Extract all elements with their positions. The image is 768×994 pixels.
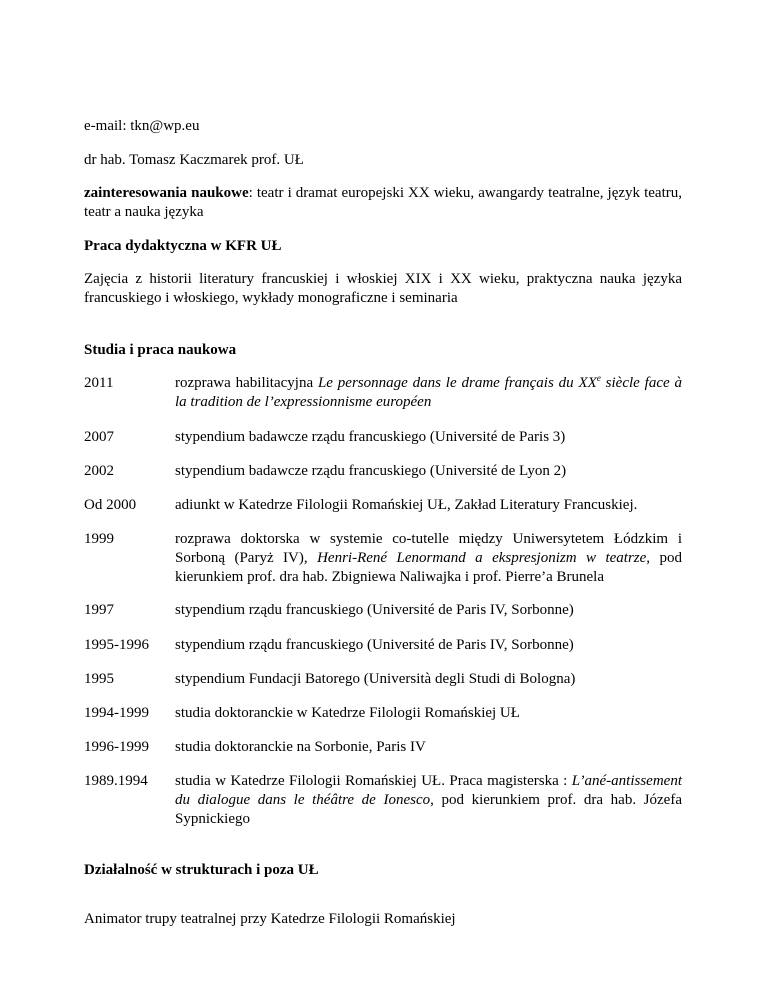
interests-text: : teatr i dramat europejski XX wieku, awangardy teatralne, język teatru, teatr a nauka języka: [84, 185, 682, 220]
studies-year: 1995: [84, 671, 114, 687]
work-title: Le personnage dans le drame français du XXe siècle face à la tradition de l’expressionnisme européen: [175, 373, 682, 410]
studies-year: 1996-1999: [84, 739, 149, 755]
studies-year: 1994-1999: [84, 705, 149, 721]
email-line: e-mail: tkn@wp.eu: [84, 118, 200, 134]
studies-year: 1995-1996: [84, 637, 149, 653]
studies-year: 2002: [84, 463, 114, 479]
studies-description: adiunkt w Katedrze Filologii Romańskiej UŁ, Zakład Literatury Francuskiej.: [175, 497, 638, 513]
interests-label: zainteresowania naukowe: [84, 185, 249, 201]
studies-description: rozprawa doktorska w systemie co-tutelle między Uniwersytetem Łódzkim i Sorboną (Paryż IV), Henri-René Lenormand a ekspresjonizm w teatrze, pod kierunkiem prof. dra hab. Zbigniewa Naliwajka i prof. Pierre’a Brunela: [175, 531, 683, 585]
studies-description: stypendium rządu francuskiego (Université de Paris IV, Sorbonne): [175, 637, 574, 653]
studies-year: 1997: [84, 602, 114, 618]
studies-description: stypendium badawcze rządu francuskiego (Université de Paris 3): [175, 429, 566, 445]
studies-year: Od 2000: [84, 497, 137, 513]
activity-paragraph: Animator trupy teatralnej przy Katedrze Filologii Romańskiej: [84, 911, 456, 927]
activity-heading: Działalność w strukturach i poza UŁ: [84, 862, 319, 878]
studies-year: 1989.1994: [84, 773, 148, 789]
studies-description: rozprawa habilitacyjna Le personnage dans le drame français du XXe siècle face à la tradition de l’expressionnisme européen: [175, 373, 682, 410]
teaching-paragraph: Zajęcia z historii literatury francuskiej i włoskiej XIX i XX wieku, praktyczna nauka języka francuskiego i włoskiego, wykłady monograficzne i seminaria: [84, 271, 682, 306]
studies-description: stypendium Fundacji Batorego (Università degli Studi di Bologna): [175, 671, 576, 687]
studies-description: studia doktoranckie w Katedrze Filologii Romańskiej UŁ: [175, 705, 520, 721]
work-title: Henri-René Lenormand a ekspresjonizm w teatrze: [317, 550, 647, 566]
studies-description: stypendium badawcze rządu francuskiego (Université de Lyon 2): [175, 463, 567, 479]
teaching-heading: Praca dydaktyczna w KFR UŁ: [84, 238, 282, 254]
work-title: L’ané-antissement du dialogue dans le théâtre de Ionesco: [175, 773, 682, 808]
studies-year: 2011: [84, 375, 114, 391]
name-line: dr hab. Tomasz Kaczmarek prof. UŁ: [84, 152, 304, 168]
studies-description: stypendium rządu francuskiego (Université de Paris IV, Sorbonne): [175, 602, 574, 618]
studies-year: 2007: [84, 429, 114, 445]
studies-heading: Studia i praca naukowa: [84, 342, 237, 358]
studies-description: studia w Katedrze Filologii Romańskiej UŁ. Praca magisterska : L’ané-antissement du dialogue dans le théâtre de Ionesco, pod kierunkiem prof. dra hab. Józefa Sypnickiego: [175, 773, 682, 827]
studies-year: 1999: [84, 531, 114, 547]
interests-paragraph: [84, 184, 682, 222]
studies-description: studia doktoranckie na Sorbonie, Paris IV: [175, 739, 426, 755]
